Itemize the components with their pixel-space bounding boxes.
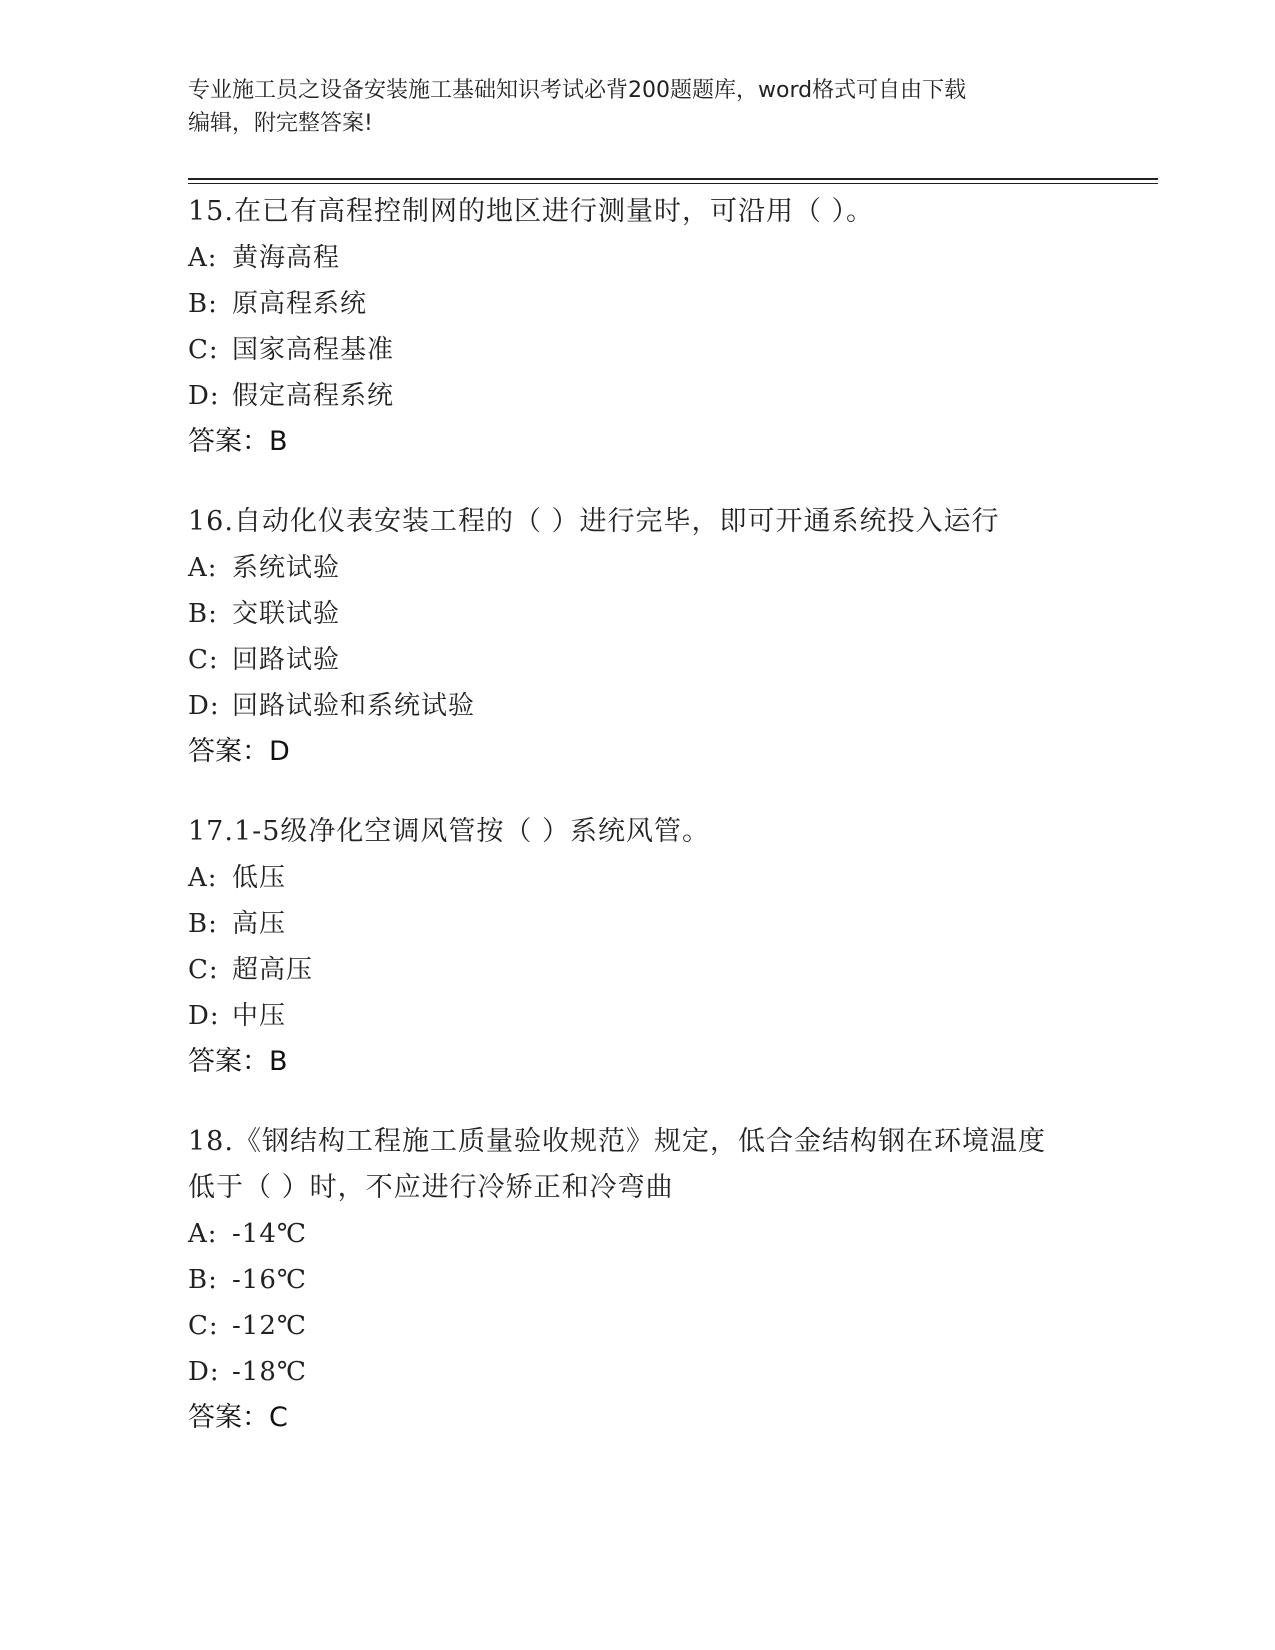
header-line-2: 编辑，附完整答案! — [188, 111, 373, 136]
option-key: D: — [188, 1357, 220, 1387]
option-text: 回路试验 — [232, 645, 341, 675]
document-header — [188, 74, 1088, 140]
answer-line: 答案：C — [188, 1402, 288, 1433]
answer-line: 答案：B — [188, 1046, 288, 1077]
question-16 — [188, 499, 1088, 775]
question-18 — [188, 1119, 1088, 1441]
option-text: 原高程系统 — [232, 289, 368, 319]
option-d — [188, 373, 1088, 419]
option-a — [188, 235, 1088, 281]
option-b — [188, 281, 1088, 327]
option-b — [188, 901, 1088, 947]
option-c — [188, 327, 1088, 373]
option-a — [188, 855, 1088, 901]
option-key: A: — [188, 553, 218, 583]
option-d — [188, 683, 1088, 729]
option-d — [188, 1349, 1088, 1395]
option-c — [188, 1303, 1088, 1349]
option-text: 低压 — [232, 863, 287, 893]
option-text: -16℃ — [232, 1265, 307, 1295]
option-b — [188, 1257, 1088, 1303]
option-c — [188, 947, 1088, 993]
option-text: 系统试验 — [232, 553, 341, 583]
question-text: 18.《钢结构工程施工质量验收规范》规定，低合金结构钢在环境温度 — [188, 1126, 1046, 1157]
answer-line: 答案：D — [188, 736, 290, 767]
header-divider-thin — [188, 183, 1158, 184]
question-text: 17.1-5级净化空调风管按（ ）系统风管。 — [188, 816, 711, 847]
question-17 — [188, 809, 1088, 1085]
option-key: C: — [188, 645, 219, 675]
option-key: C: — [188, 955, 219, 985]
option-key: A: — [188, 243, 218, 273]
option-text: 假定高程系统 — [232, 381, 395, 411]
option-text: 黄海高程 — [232, 243, 341, 273]
option-c — [188, 637, 1088, 683]
header-line-1: 专业施工员之设备安装施工基础知识考试必背200题题库，word格式可自由下载 — [188, 78, 967, 103]
option-key: D: — [188, 1001, 220, 1031]
option-a — [188, 545, 1088, 591]
option-key: B: — [188, 289, 218, 319]
option-d — [188, 993, 1088, 1039]
answer-line: 答案：B — [188, 426, 288, 457]
option-b — [188, 591, 1088, 637]
option-text: 中压 — [232, 1001, 287, 1031]
question-15 — [188, 189, 1088, 465]
option-key: B: — [188, 1265, 218, 1295]
question-text: 15.在已有高程控制网的地区进行测量时，可沿用（ ）。 — [188, 196, 875, 227]
option-a — [188, 1211, 1088, 1257]
option-text: 国家高程基准 — [232, 335, 395, 365]
option-text: 交联试验 — [232, 599, 341, 629]
header-divider-thick — [188, 178, 1158, 180]
option-text: -14℃ — [232, 1219, 307, 1249]
question-text-continued: 低于（ ）时，不应进行冷矫正和冷弯曲 — [188, 1172, 674, 1203]
option-text: -18℃ — [232, 1357, 307, 1387]
option-key: D: — [188, 691, 220, 721]
option-key: A: — [188, 1219, 218, 1249]
option-key: B: — [188, 909, 218, 939]
question-list — [188, 189, 1088, 1475]
option-key: D: — [188, 381, 220, 411]
question-text: 16.自动化仪表安装工程的（ ）进行完毕，即可开通系统投入运行 — [188, 506, 1000, 537]
option-text: 高压 — [232, 909, 287, 939]
option-key: A: — [188, 863, 218, 893]
option-key: B: — [188, 599, 218, 629]
option-key: C: — [188, 335, 219, 365]
option-text: 回路试验和系统试验 — [232, 691, 476, 721]
option-text: -12℃ — [232, 1311, 307, 1341]
option-key: C: — [188, 1311, 219, 1341]
option-text: 超高压 — [232, 955, 314, 985]
